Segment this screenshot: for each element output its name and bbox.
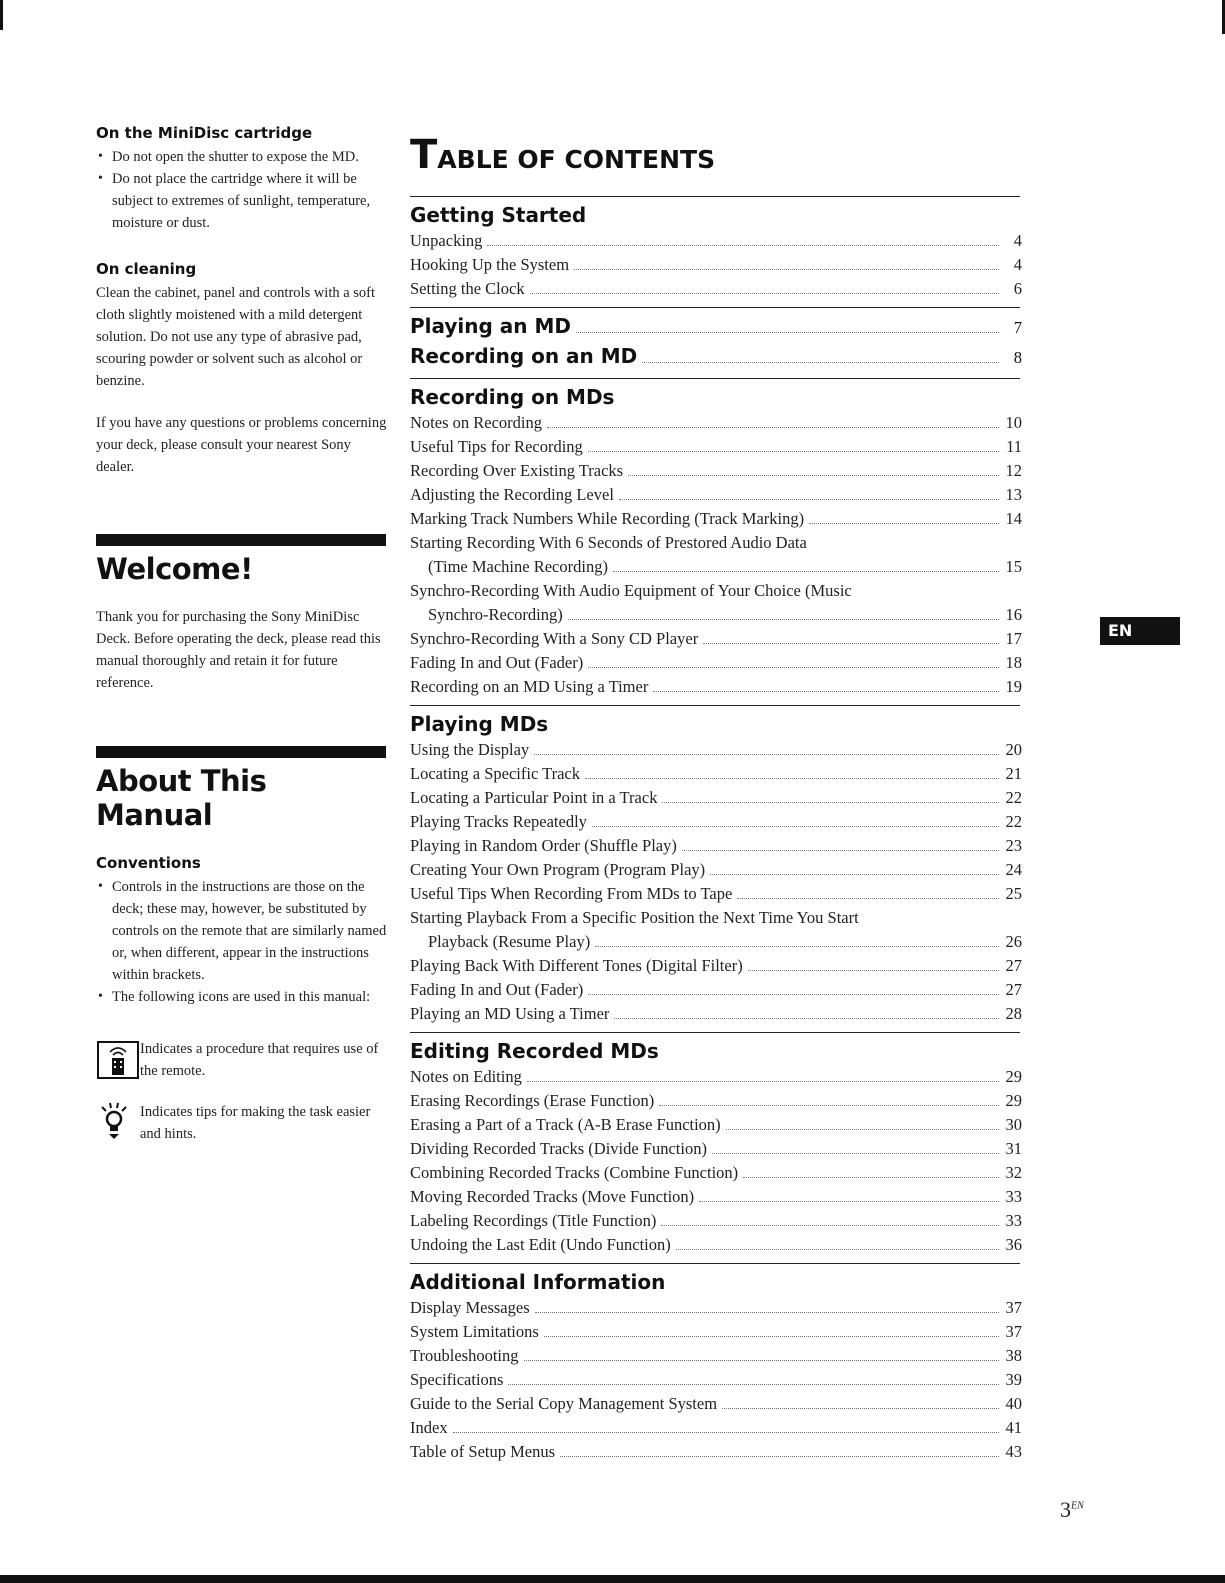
- toc-entry-title: Specifications: [410, 1370, 504, 1389]
- toc-entry[interactable]: [410, 1113, 1022, 1137]
- toc-entry[interactable]: [410, 1440, 1022, 1464]
- toc-entry[interactable]: [410, 858, 1022, 882]
- toc-entry[interactable]: [410, 738, 1022, 762]
- leader-dots: [699, 1201, 999, 1202]
- leader-dots: [722, 1408, 999, 1409]
- toc-entry[interactable]: [410, 978, 1022, 1002]
- section-rule: [410, 378, 1020, 379]
- toc-entry[interactable]: [410, 507, 1022, 531]
- cartridge-heading: On the MiniDisc cartridge: [96, 124, 313, 142]
- toc-entry-title: Unpacking: [410, 231, 483, 250]
- toc-entry-page: 40: [1005, 1394, 1022, 1413]
- page-number: [1060, 1497, 1084, 1523]
- toc-entry-page: 10: [1005, 413, 1022, 432]
- toc-entry-page: 28: [1005, 1004, 1022, 1023]
- cartridge-bullet: • Do not open the shutter to expose the MD.: [96, 146, 388, 168]
- toc-entry[interactable]: [410, 1185, 1022, 1209]
- toc-entry-page: 27: [1005, 956, 1022, 975]
- toc-entry-title: Using the Display: [410, 740, 530, 759]
- toc-entry-page: 4: [1013, 255, 1022, 274]
- toc-entry[interactable]: [410, 810, 1022, 834]
- conventions-heading: Conventions: [96, 854, 201, 872]
- toc-entry-page: 8: [1013, 348, 1022, 367]
- toc-entry[interactable]: [410, 1320, 1022, 1344]
- section-rule: [410, 705, 1020, 706]
- toc-entry[interactable]: [410, 1368, 1022, 1392]
- leader-dots: [576, 332, 999, 333]
- leader-dots: [508, 1384, 999, 1385]
- toc-entry[interactable]: [410, 435, 1022, 459]
- leader-dots: [682, 850, 999, 851]
- getting-started-entries: [410, 229, 1022, 301]
- toc-title: [410, 130, 1022, 190]
- toc-entry-title: Fading In and Out (Fader): [410, 653, 584, 672]
- cartridge-bullets: [96, 146, 388, 234]
- toc-entry-line: Synchro-Recording With Audio Equipment of Your Choice (Music: [410, 581, 852, 600]
- toc-entry-page: 33: [1005, 1187, 1022, 1206]
- leader-dots: [544, 1336, 999, 1337]
- toc-entry-title: Labeling Recordings (Title Function): [410, 1211, 657, 1230]
- toc-entry-page: 27: [1005, 980, 1022, 999]
- leader-dots: [653, 691, 999, 692]
- toc-entry[interactable]: [410, 1002, 1022, 1026]
- section-getting-started: Getting Started: [410, 203, 587, 227]
- toc-entry-title: Creating Your Own Program (Program Play): [410, 860, 706, 879]
- toc-entry-title: Combining Recorded Tracks (Combine Function): [410, 1163, 739, 1182]
- leader-dots: [662, 802, 999, 803]
- toc-entry-title: Marking Track Numbers While Recording (Track Marking): [410, 509, 805, 528]
- toc-entry-title: Moving Recorded Tracks (Move Function): [410, 1187, 695, 1206]
- toc-entry[interactable]: [410, 1416, 1022, 1440]
- toc-entry[interactable]: [410, 1233, 1022, 1257]
- leader-dots: [585, 778, 999, 779]
- toc-entry-page: 24: [1005, 860, 1022, 879]
- toc-entry-page: 20: [1005, 740, 1022, 759]
- toc-entry-page: 41: [1005, 1418, 1022, 1437]
- leader-dots: [530, 293, 999, 294]
- toc-entry-title: Setting the Clock: [410, 279, 525, 298]
- leader-dots: [547, 427, 999, 428]
- icon-legend-remote: [96, 1038, 388, 1087]
- toc-title-rest: ABLE OF CONTENTS: [437, 145, 716, 174]
- toc-entry[interactable]: [410, 1209, 1022, 1233]
- toc-entry[interactable]: [410, 627, 1022, 651]
- toc-entry[interactable]: [410, 1344, 1022, 1368]
- toc-entry-page: 13: [1005, 485, 1022, 504]
- toc-entry[interactable]: [410, 229, 1022, 253]
- toc-entry-title: Useful Tips for Recording: [410, 437, 583, 456]
- leader-dots: [527, 1081, 999, 1082]
- toc-entry-title: Adjusting the Recording Level: [410, 485, 614, 504]
- leader-dots: [588, 451, 999, 452]
- toc-entry-title: System Limitations: [410, 1322, 539, 1341]
- toc-entry-title: Synchro-Recording): [428, 605, 563, 624]
- toc-entry-page: 17: [1005, 629, 1022, 648]
- remote-icon-text: Indicates a procedure that requires use of the remote.: [140, 1041, 379, 1079]
- toc-entry-title: Notes on Editing: [410, 1067, 522, 1086]
- toc-major-entry-playing-an-md[interactable]: [410, 312, 1022, 342]
- toc-entry[interactable]: [410, 1161, 1022, 1185]
- leader-dots: [535, 1312, 999, 1313]
- lightbulb-icon-text: Indicates tips for making the task easier and hints.: [140, 1104, 371, 1142]
- toc-entry-page: 25: [1005, 884, 1022, 903]
- leader-dots: [809, 523, 999, 524]
- page-number-suffix: EN: [1071, 1500, 1084, 1512]
- toc-entry[interactable]: [410, 930, 1022, 954]
- leader-dots: [592, 826, 999, 827]
- leader-dots: [619, 499, 999, 500]
- additional-entries: [410, 1296, 1022, 1464]
- conventions-bullet: • The following icons are used in this manual:: [96, 986, 388, 1008]
- toc-entry-title: Notes on Recording: [410, 413, 542, 432]
- toc-entry-title: Playing an MD: [410, 314, 572, 338]
- toc-entry[interactable]: [410, 834, 1022, 858]
- section-rule: [410, 1032, 1020, 1033]
- toc-entry[interactable]: [410, 651, 1022, 675]
- about-rule: [96, 746, 386, 758]
- leader-dots: [628, 475, 999, 476]
- toc-entry-title: Playback (Resume Play): [428, 932, 591, 951]
- toc-entry-title: Undoing the Last Edit (Undo Function): [410, 1235, 671, 1254]
- page-edge-mark-left: [0, 0, 3, 30]
- toc-title-cap: T: [410, 132, 438, 178]
- toc-entry-page: 36: [1005, 1235, 1022, 1254]
- toc-entry-title: Guide to the Serial Copy Management System: [410, 1394, 718, 1413]
- toc-entry-page: 15: [1005, 557, 1022, 576]
- toc-entry[interactable]: [410, 1392, 1022, 1416]
- toc-entry-page: 14: [1005, 509, 1022, 528]
- conventions-bullets: [96, 876, 388, 1008]
- toc-entry-page: 4: [1013, 231, 1022, 250]
- toc-entry[interactable]: [410, 459, 1022, 483]
- toc-entry-page: 7: [1013, 318, 1022, 337]
- leader-dots: [534, 754, 999, 755]
- cleaning-text: Clean the cabinet, panel and controls with a soft cloth slightly moistened with a mild detergent solution. Do not use any type of abrasive pad, scouring powder or solvent such as alcohol or benzine.: [96, 285, 376, 389]
- toc-major-entry-recording-on-an-md[interactable]: [410, 342, 1022, 372]
- toc-entry-title: Troubleshooting: [410, 1346, 519, 1365]
- table-of-contents: [410, 130, 1022, 1464]
- leader-dots: [614, 1018, 999, 1019]
- toc-entry-title: Hooking Up the System: [410, 255, 570, 274]
- toc-entry-page: 37: [1005, 1322, 1022, 1341]
- editing-entries: [410, 1065, 1022, 1257]
- left-column: [96, 124, 388, 1150]
- leader-dots: [703, 643, 999, 644]
- section-editing: Editing Recorded MDs: [410, 1039, 659, 1063]
- toc-entry-page: 31: [1005, 1139, 1022, 1158]
- toc-entry-page: 23: [1005, 836, 1022, 855]
- section-additional-information: Additional Information: [410, 1270, 666, 1294]
- toc-entry-page: 18: [1005, 653, 1022, 672]
- leader-dots: [568, 619, 999, 620]
- leader-dots: [743, 1177, 999, 1178]
- icon-legend-tips: [96, 1101, 388, 1150]
- toc-entry-title: Synchro-Recording With a Sony CD Player: [410, 629, 699, 648]
- toc-entry-page: 19: [1005, 677, 1022, 696]
- toc-entry-page: 11: [1006, 437, 1022, 456]
- toc-entry[interactable]: [410, 603, 1022, 627]
- toc-entry[interactable]: [410, 483, 1022, 507]
- toc-entry-title: Playing in Random Order (Shuffle Play): [410, 836, 677, 855]
- toc-entry-title: Display Messages: [410, 1298, 530, 1317]
- welcome-title: Welcome!: [96, 552, 253, 586]
- about-title: About This Manual: [96, 764, 267, 832]
- leader-dots: [712, 1153, 999, 1154]
- toc-entry-title: Useful Tips When Recording From MDs to Tape: [410, 884, 733, 903]
- toc-entry[interactable]: [410, 253, 1022, 277]
- lightbulb-icon: [96, 1101, 140, 1150]
- toc-entry-title: Recording on an MD Using a Timer: [410, 677, 649, 696]
- toc-entry[interactable]: [410, 954, 1022, 978]
- toc-entry-title: Recording on an MD: [410, 344, 638, 368]
- language-tab: EN: [1100, 617, 1180, 645]
- toc-entry-page: 16: [1005, 605, 1022, 624]
- toc-entry-title: Table of Setup Menus: [410, 1442, 556, 1461]
- leader-dots: [726, 1129, 999, 1130]
- toc-entry[interactable]: [410, 675, 1022, 699]
- leader-dots: [588, 667, 999, 668]
- leader-dots: [487, 245, 999, 246]
- leader-dots: [595, 946, 999, 947]
- toc-entry[interactable]: [410, 555, 1022, 579]
- section-playing-mds: Playing MDs: [410, 712, 549, 736]
- toc-entry-title: Fading In and Out (Fader): [410, 980, 584, 999]
- toc-entry-page: 38: [1005, 1346, 1022, 1365]
- leader-dots: [642, 362, 999, 363]
- leader-dots: [737, 898, 999, 899]
- remote-icon: [96, 1038, 140, 1087]
- leader-dots: [574, 269, 999, 270]
- toc-entry-page: 32: [1005, 1163, 1022, 1182]
- leader-dots: [710, 874, 999, 875]
- section-rule: [410, 196, 1020, 197]
- toc-entry[interactable]: [410, 1296, 1022, 1320]
- toc-entry-page: 33: [1005, 1211, 1022, 1230]
- welcome-text: Thank you for purchasing the Sony MiniDisc Deck. Before operating the deck, please read this manual thoroughly and retain it for future reference.: [96, 609, 381, 691]
- leader-dots: [661, 1225, 999, 1226]
- toc-entry-title: Playing an MD Using a Timer: [410, 1004, 610, 1023]
- conventions-bullet: • Controls in the instructions are those on the deck; these may, however, be substituted by controls on the remote that are similarly named or, when different, appear in the instructions within brackets.: [96, 876, 388, 986]
- toc-entry-title: Locating a Specific Track: [410, 764, 580, 783]
- leader-dots: [748, 970, 999, 971]
- questions-text: If you have any questions or problems concerning your deck, please consult your nearest Sony dealer.: [96, 415, 387, 475]
- toc-entry-title: Erasing Recordings (Erase Function): [410, 1091, 655, 1110]
- toc-entry-page: 37: [1005, 1298, 1022, 1317]
- leader-dots: [659, 1105, 999, 1106]
- toc-entry[interactable]: [410, 1089, 1022, 1113]
- toc-entry-page: 22: [1005, 788, 1022, 807]
- toc-entry-title: (Time Machine Recording): [428, 557, 608, 576]
- toc-entry[interactable]: [410, 1065, 1022, 1089]
- page-number-value: 3: [1060, 1497, 1071, 1522]
- leader-dots: [613, 571, 999, 572]
- cartridge-bullet: • Do not place the cartridge where it will be subject to extremes of sunlight, temperature, moisture or dust.: [96, 168, 388, 234]
- toc-entry-title: Playing Back With Different Tones (Digital Filter): [410, 956, 743, 975]
- leader-dots: [560, 1456, 999, 1457]
- toc-entry-title: Locating a Particular Point in a Track: [410, 788, 658, 807]
- toc-entry-page: 39: [1005, 1370, 1022, 1389]
- toc-entry[interactable]: [410, 277, 1022, 301]
- section-rule: [410, 307, 1020, 308]
- toc-entry-title: Playing Tracks Repeatedly: [410, 812, 587, 831]
- section-recording-on-mds: Recording on MDs: [410, 385, 615, 409]
- toc-entry-page: 29: [1005, 1091, 1022, 1110]
- page-edge-bottom: [0, 1575, 1225, 1583]
- toc-entry-line: Starting Playback From a Specific Position the Next Time You Start: [410, 908, 859, 927]
- recording-entries: [410, 411, 1022, 699]
- toc-entry-page: 21: [1005, 764, 1022, 783]
- toc-entry-page: 26: [1005, 932, 1022, 951]
- toc-entry-page: 12: [1005, 461, 1022, 480]
- leader-dots: [453, 1432, 999, 1433]
- toc-entry-title: Index: [410, 1418, 448, 1437]
- leader-dots: [524, 1360, 1000, 1361]
- welcome-rule: [96, 534, 386, 546]
- toc-entry[interactable]: [410, 411, 1022, 435]
- toc-entry-title: Dividing Recorded Tracks (Divide Function): [410, 1139, 707, 1158]
- leader-dots: [676, 1249, 999, 1250]
- toc-entry-page: 43: [1005, 1442, 1022, 1461]
- toc-entry-page: 30: [1005, 1115, 1022, 1134]
- toc-entry-page: 22: [1005, 812, 1022, 831]
- toc-entry[interactable]: [410, 762, 1022, 786]
- toc-entry-page: 29: [1005, 1067, 1022, 1086]
- toc-entry[interactable]: [410, 786, 1022, 810]
- leader-dots: [588, 994, 999, 995]
- toc-entry[interactable]: [410, 1137, 1022, 1161]
- section-rule: [410, 1263, 1020, 1264]
- playing-entries: [410, 738, 1022, 1026]
- toc-entry-page: 6: [1013, 279, 1022, 298]
- toc-entry-line: Starting Recording With 6 Seconds of Prestored Audio Data: [410, 533, 807, 552]
- toc-entry[interactable]: [410, 882, 1022, 906]
- toc-entry-title: Erasing a Part of a Track (A-B Erase Function): [410, 1115, 721, 1134]
- toc-entry-title: Recording Over Existing Tracks: [410, 461, 624, 480]
- cleaning-heading: On cleaning: [96, 260, 197, 278]
